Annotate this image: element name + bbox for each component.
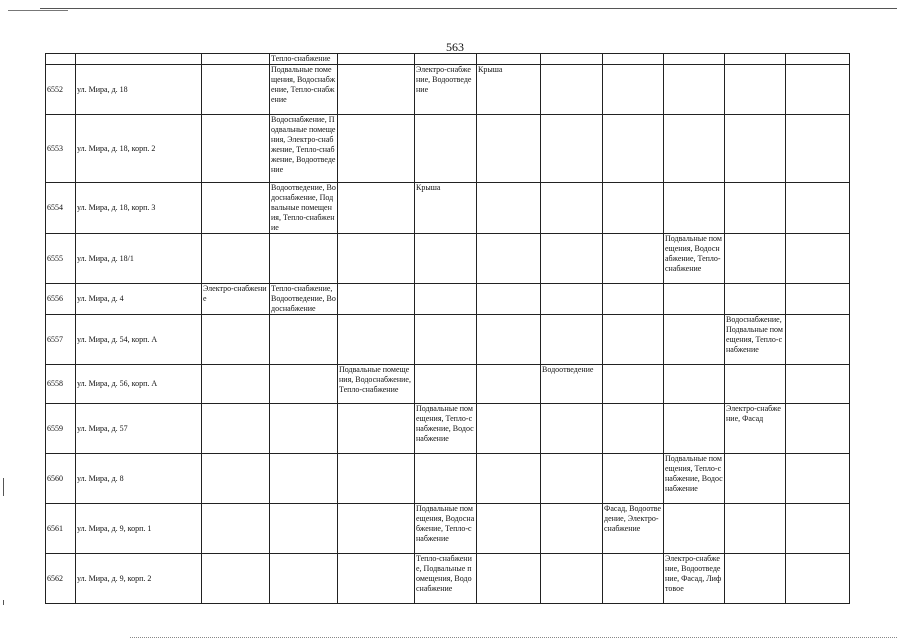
table-cell xyxy=(270,315,338,365)
table-cell xyxy=(338,454,415,504)
table-cell: Электро-снабжение, Водоотведение, Фасад, Лифтовое xyxy=(664,554,725,604)
table-cell xyxy=(786,183,850,234)
table-cell xyxy=(664,54,725,65)
table-cell xyxy=(786,54,850,65)
address-cell: ул. Мира, д. 4 xyxy=(76,284,202,315)
table-cell xyxy=(541,115,603,183)
table-row xyxy=(46,115,850,183)
table-cell xyxy=(786,554,850,604)
table-cell xyxy=(477,504,541,554)
address-cell: ул. Мира, д. 9, корп. 2 xyxy=(76,554,202,604)
table-row xyxy=(46,554,850,604)
table-cell xyxy=(270,554,338,604)
table-cell xyxy=(338,504,415,554)
table-cell xyxy=(603,115,664,183)
table-cell xyxy=(415,54,477,65)
table-cell xyxy=(415,115,477,183)
table-cell xyxy=(338,234,415,284)
table-cell xyxy=(664,504,725,554)
table-cell xyxy=(603,315,664,365)
table-cell xyxy=(541,404,603,454)
table-cell xyxy=(603,284,664,315)
scan-mark xyxy=(3,478,4,496)
scan-bottom-rule xyxy=(130,637,897,638)
table-cell xyxy=(338,284,415,315)
table-cell xyxy=(270,404,338,454)
table-cell: Крыша xyxy=(477,65,541,115)
table-cell xyxy=(541,284,603,315)
table-cell xyxy=(541,234,603,284)
table-cell xyxy=(202,65,270,115)
row-number: 6561 xyxy=(46,504,76,554)
table-cell xyxy=(338,554,415,604)
table-cell: Подвальные помещения, Тепло-снабжение, Водоснабжение xyxy=(415,404,477,454)
table-cell xyxy=(202,54,270,65)
row-number: 6553 xyxy=(46,115,76,183)
table-cell: Тепло-снабжение xyxy=(270,54,338,65)
table-cell xyxy=(725,65,786,115)
table-cell xyxy=(725,234,786,284)
row-number: 6554 xyxy=(46,183,76,234)
table-cell xyxy=(725,365,786,404)
table-cell xyxy=(541,65,603,115)
table-cell: Подвальные помещения, Водоснабжение, Тепло-снабжение xyxy=(270,65,338,115)
table-cell xyxy=(415,454,477,504)
table-cell xyxy=(603,183,664,234)
table-cell xyxy=(541,454,603,504)
table-cell: Водоотведение, Водоснабжение, Подвальные помещения, Тепло-снабжение xyxy=(271,183,336,232)
table-row xyxy=(46,315,850,365)
table-row xyxy=(46,504,850,554)
table-cell xyxy=(270,454,338,504)
table-cell xyxy=(415,365,477,404)
table-cell: Тепло-снабжение, Водоотведение, Водоснабжение xyxy=(271,284,336,313)
table-cell xyxy=(338,315,415,365)
table-cell xyxy=(541,54,603,65)
table-cell xyxy=(270,504,338,554)
table-cell xyxy=(477,365,541,404)
table-header-row xyxy=(46,54,850,65)
table-cell: Тепло-снабжение, Подвальные помещения, Водоснабжение xyxy=(415,554,477,604)
table-cell: Электро-снабжение, Водоотведение xyxy=(415,65,477,115)
table-cell xyxy=(477,115,541,183)
table-cell: Подвальные помещения, Водоснабжение, Тепло-снабжение xyxy=(415,504,477,554)
table-cell xyxy=(477,315,541,365)
table-cell xyxy=(338,65,415,115)
row-number: 6558 xyxy=(46,365,76,404)
table-row xyxy=(46,183,850,234)
table-cell xyxy=(202,404,270,454)
table-cell xyxy=(477,54,541,65)
table-cell xyxy=(202,454,270,504)
table-cell xyxy=(477,404,541,454)
table-cell xyxy=(786,404,850,454)
table-cell xyxy=(786,65,850,115)
table-cell xyxy=(202,183,270,234)
address-cell: ул. Мира, д. 18, корп. 3 xyxy=(76,183,202,234)
row-number: 6556 xyxy=(46,284,76,315)
table-cell: Крыша xyxy=(415,183,477,234)
table-cell: Подвальные помещения, Водоснабжение, Тепло-снабжение xyxy=(338,365,415,404)
table-cell xyxy=(202,115,270,183)
address-cell: ул. Мира, д. 8 xyxy=(76,454,202,504)
table-row xyxy=(46,404,850,454)
table-cell xyxy=(603,54,664,65)
table-cell xyxy=(664,284,725,315)
table-cell xyxy=(786,315,850,365)
table-cell: Водоотведение xyxy=(541,365,603,404)
table-cell xyxy=(202,504,270,554)
table-cell xyxy=(46,54,76,65)
address-cell: ул. Мира, д. 18/1 xyxy=(76,234,202,284)
table-cell xyxy=(541,504,603,554)
table-cell xyxy=(603,234,664,284)
row-number: 6557 xyxy=(46,315,76,365)
scan-mark xyxy=(3,600,4,605)
table-cell xyxy=(603,365,664,404)
table-row xyxy=(46,454,850,504)
table-cell xyxy=(541,183,603,234)
table-cell: Подвальные помещения, Тепло-снабжение, Водоснабжение xyxy=(664,454,725,504)
table-cell xyxy=(338,54,415,65)
table-cell xyxy=(202,234,270,284)
scan-top-rule-left xyxy=(8,10,68,11)
table-row xyxy=(46,365,850,404)
table-row xyxy=(46,284,850,315)
address-cell: ул. Мира, д. 57 xyxy=(76,404,202,454)
table-cell xyxy=(664,183,725,234)
table-cell xyxy=(725,454,786,504)
table-cell xyxy=(786,365,850,404)
table-cell xyxy=(477,284,541,315)
table-cell xyxy=(477,554,541,604)
page-number: 563 xyxy=(446,40,464,54)
row-number: 6555 xyxy=(46,234,76,284)
table-cell xyxy=(603,404,664,454)
table-cell xyxy=(664,315,725,365)
table-cell xyxy=(664,65,725,115)
table-cell xyxy=(725,115,786,183)
table-cell: Электро-снабжение, Фасад xyxy=(725,404,786,454)
table-cell xyxy=(76,54,202,65)
table-cell xyxy=(541,315,603,365)
table-cell xyxy=(202,554,270,604)
table-cell xyxy=(477,454,541,504)
table-row xyxy=(46,65,850,115)
address-cell: ул. Мира, д. 54, корп. А xyxy=(76,315,202,365)
table-cell xyxy=(725,554,786,604)
table-cell xyxy=(477,234,541,284)
table-cell xyxy=(603,454,664,504)
table-cell xyxy=(415,315,477,365)
table-cell xyxy=(786,454,850,504)
table-cell xyxy=(786,234,850,284)
table-cell xyxy=(202,365,270,404)
address-cell: ул. Мира, д. 9, корп. 1 xyxy=(76,504,202,554)
repair-schedule-table xyxy=(45,53,850,604)
row-number: 6562 xyxy=(46,554,76,604)
table-cell xyxy=(725,183,786,234)
row-number: 6559 xyxy=(46,404,76,454)
table-cell xyxy=(415,234,477,284)
table-cell xyxy=(477,183,541,234)
address-cell: ул. Мира, д. 56, корп. А xyxy=(76,365,202,404)
table-cell xyxy=(338,404,415,454)
table-cell: Электро-снабжение xyxy=(202,284,270,315)
table-cell xyxy=(786,504,850,554)
table-cell xyxy=(603,554,664,604)
table-cell: Водоснабжение, Подвальные помещения, Электро-снабжение, Тепло-снабжение, Водоотведение xyxy=(270,115,338,183)
table-cell: Подвальные помещения, Водоснабжение, Тепло-снабжение xyxy=(664,234,725,284)
table-cell xyxy=(725,504,786,554)
table-cell xyxy=(725,284,786,315)
table-cell xyxy=(664,115,725,183)
table-cell: Водоснабжение, Подвальные помещения, Тепло-снабжение xyxy=(725,315,786,365)
table-cell xyxy=(664,404,725,454)
table-cell xyxy=(202,315,270,365)
row-number: 6552 xyxy=(46,65,76,115)
table-cell xyxy=(786,115,850,183)
table-cell xyxy=(603,65,664,115)
address-cell: ул. Мира, д. 18 xyxy=(76,65,202,115)
row-number: 6560 xyxy=(46,454,76,504)
table-cell xyxy=(270,234,338,284)
table-row xyxy=(46,234,850,284)
scan-top-rule xyxy=(40,8,897,9)
table-cell xyxy=(541,554,603,604)
table-cell xyxy=(270,365,338,404)
table-cell xyxy=(664,365,725,404)
table-cell xyxy=(415,284,477,315)
table-cell xyxy=(338,115,415,183)
table-cell xyxy=(338,183,415,234)
address-cell: ул. Мира, д. 18, корп. 2 xyxy=(76,115,202,183)
table-cell: Фасад, Водоотведение, Электро-снабжение xyxy=(603,504,664,554)
table-cell xyxy=(786,284,850,315)
table-cell xyxy=(725,54,786,65)
